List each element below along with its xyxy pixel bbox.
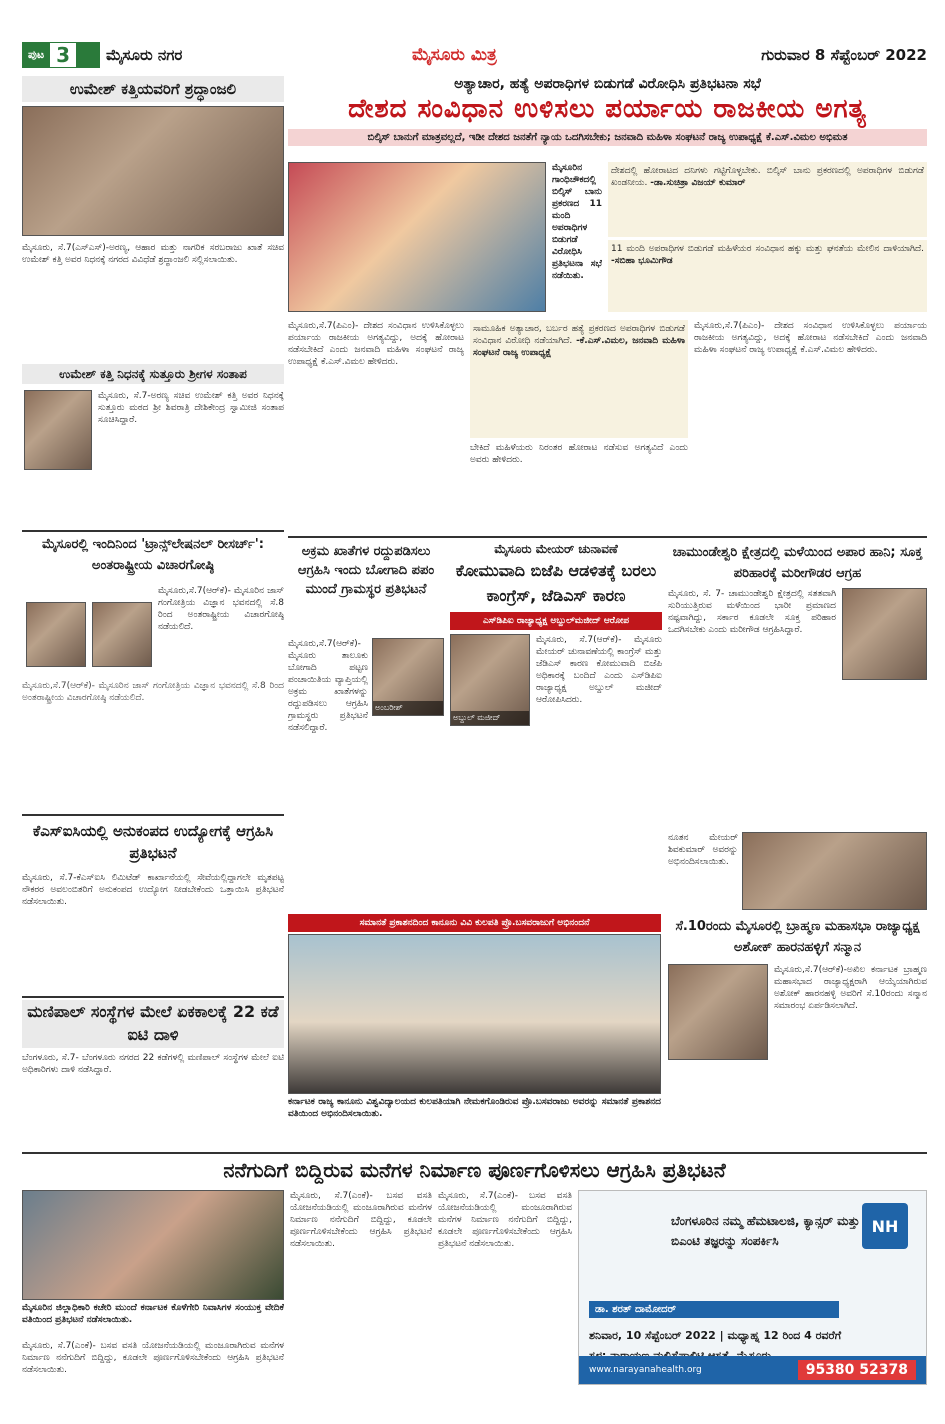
housing-body-2: ಮೈಸೂರು, ಸೆ.7(ಎಂಕೆ)- ಬಸವ ವಸತಿ ಯೋಜನೆಯಡಿಯಲ್ಲಿ ಮಂಜೂರಾಗಿರುವ ಮನೆಗಳ ನಿರ್ಮಾಣ ನನೆಗುದಿಗೆ ಬಿದ್ದಿದ್ದು, ಕೂಡಲೇ ಪೂರ್ಣಗೊಳಿಸಬೇಕೆಂದು ಆಗ್ರಹಿಸಿ ಪ್ರತಿಭಟನೆ ನಡೆಸಲಾಯಿತು. (290, 1191, 432, 1249)
page-number-badge (22, 42, 100, 68)
divider (288, 536, 927, 538)
lead-body-3: ಮೈಸೂರು,ಸೆ.7(ಪಿಎಂ)- ದೇಶದ ಸಂವಿಧಾನ ಉಳಿಸಿಕೊಳ್ಳಲು ಪರ್ಯಾಯ ರಾಜಕೀಯ ಅಗತ್ಯವಿದ್ದು, ಅದಕ್ಕೆ ಹೋರಾಟ ನಡೆಸಬೇಕಿದೆ ಎಂದು ಜನವಾದಿ ಮಹಿಳಾ ಸಂಘಟನೆ ರಾಜ್ಯ ಉಪಾಧ್ಯಕ್ಷೆ ಕೆ.ಎಸ್.ವಿಮಲ ಹೇಳಿದರು. (694, 321, 927, 355)
section-name: ಮೈಸೂರು ನಗರ (106, 46, 183, 64)
brahmin-body: ಮೈಸೂರು,ಸೆ.7(ಆರ್‌ಕೆ)-ಅಖಿಲ ಕರ್ನಾಟಕ ಬ್ರಾಹ್ಮಣ ಮಹಾಸಭಾದ ರಾಜ್ಯಾಧ್ಯಕ್ಷರಾಗಿ ಆಯ್ಕೆಯಾಗಿರುವ ಅಶೋಕ್ ಹಾರನಹಳ್ಳಿ ಅವರಿಗೆ ಸೆ.10ರಂದು ಸನ್ಮಾನ ಸಮಾರಂಭ ಏರ್ಪಡಿಸಲಾಗಿದೆ. (774, 965, 927, 1011)
quote-2-author: -ಸಬಿಹಾ ಭೂಮಿಗೌಡ (611, 256, 673, 266)
mayor-felicitation-photo (742, 832, 927, 910)
college-photo (372, 638, 444, 716)
college-photo-caption: ಅಂಬರೀಶ್ (373, 701, 443, 715)
lead-body-2: ಬೇಕಿದೆ ಮಹಿಳೆಯರು ನಿರಂತರ ಹೋರಾಟ ನಡೆಸುವ ಅಗತ್ಯವಿದೆ ಎಂದು ಅವರು ಹೇಳಿದರು. (470, 443, 688, 465)
ad-website-link[interactable]: www.narayanahealth.org (589, 1365, 702, 1375)
rain-photo-caption: ನೂತನ ಮೇಯರ್ ಶಿವಕುಮಾರ್ ಅವರನ್ನು ಅಭಿನಂದಿಸಲಾಯಿತು. (668, 833, 738, 867)
tribute-headline-bar (22, 76, 284, 102)
conference-body-2: ಮೈಸೂರು,ಸೆ.7(ಆರ್‌ಕೆ)- ಮೈಸೂರಿನ ಜಾಸ್ ಗಂಗೋತ್ರಿಯ ವಿಜ್ಞಾನ ಭವನದಲ್ಲಿ ಸೆ.8 ರಿಂದ ಅಂತರಾಷ್ಟ್ರೀಯ ವಿಚಾರಗೋಷ್ಠಿ ನಡೆಯಲಿದೆ. (22, 681, 284, 703)
honour-photo (288, 934, 661, 1094)
hospital-ad[interactable] (578, 1190, 927, 1385)
mayor-headline: ಕೋಮುವಾದಿ ಬಿಜೆಪಿ ಆಡಳಿತಕ್ಕೆ ಬರಲು ಕಾಂಗ್ರೆಸ್, ಜೆಡಿಎಸ್ ಕಾರಣ (455, 561, 657, 605)
mayor-strip: ಎಸ್‌ಡಿಪಿಐ ರಾಜ್ಯಾಧ್ಯಕ್ಷ ಅಬ್ದುಲ್‌ಮಜೀದ್ ಆರೋಪ (450, 612, 662, 630)
college-headline: ಅಕ್ರಮ ಖಾತೆಗಳ ರದ್ದುಪಡಿಸಲು ಆಗ್ರಹಿಸಿ ಇಂದು ಬೋಗಾದಿ ಪಪಂ ಮುಂದೆ ಗ್ರಾಮಸ್ಥರ ಪ್ರತಿಭಟನೆ (297, 544, 435, 597)
top-bar (22, 40, 927, 70)
divider (22, 530, 284, 532)
divider (22, 1152, 927, 1154)
lead-quote-1 (608, 162, 927, 237)
college-body: ಮೈಸೂರು,ಸೆ.7(ಆರ್‌ಕೆ)-ಮೈಸೂರು ತಾಲೂಕು ಬೋಗಾದಿ ಪಟ್ಟಣ ಪಂಚಾಯಿತಿಯ ವ್ಯಾಪ್ತಿಯಲ್ಲಿ ಅಕ್ರಮ ಖಾತೆಗಳನ್ನು ರದ್ದುಪಡಿಸಲು ಆಗ್ರಹಿಸಿ ಗ್ರಾಮಸ್ಥರು ಪ್ರತಿಭಟನೆ ನಡೆಸಲಿದ್ದಾರೆ. (288, 639, 368, 733)
divider (22, 814, 284, 816)
quote-1-author: -ಡಾ.ಸುಚಿತ್ರಾ ವಿಜಯ್ ಕುಮಾರ್ (650, 178, 746, 188)
lead-subhead: ಬಿಲ್ಕಿಸ್ ಬಾನುಗೆ ಮಾತ್ರವಲ್ಲದೆ, ಇಡೀ ದೇಶದ ಜನತೆಗೆ ನ್ಯಾಯ ಒದಗಿಸಬೇಕು; ಜನವಾದಿ ಮಹಿಳಾ ಸಂಘಟನೆ ರಾಜ್ಯ ಉಪಾಧ್ಯಕ್ಷೆ ಕೆ.ಎಸ್.ವಿಮಲ ಅಭಿಮತ (288, 129, 927, 146)
lead-headline: ದೇಶದ ಸಂವಿಧಾನ ಉಳಿಸಲು ಪರ್ಯಾಯ ರಾಜಕೀಯ ಅಗತ್ಯ (348, 94, 867, 124)
tribute-body: ಮೈಸೂರು, ಸೆ.7(ಎಸ್‌ಎಸ್‌)-ಅರಣ್ಯ, ಆಹಾರ ಮತ್ತು ನಾಗರಿಕ ಸರಬರಾಜು ಖಾತೆ ಸಚಿವ ಉಮೇಶ್ ಕತ್ತಿ ಅವರ ನಿಧನಕ್ಕೆ ನಗರದ ವಿವಿಧೆಡೆ ಶ್ರದ್ಧಾಂಜಲಿ ಸಲ್ಲಿಸಲಾಯಿತು. (22, 243, 284, 265)
masthead (292, 40, 927, 70)
obit-headline: ಉಮೇಶ್ ಕತ್ತಿ ನಿಧನಕ್ಕೆ ಸುತ್ತೂರು ಶ್ರೀಗಳ ಸಂತಾಪ (22, 364, 284, 384)
quote-3-text: ಸಾಮೂಹಿಕ ಅತ್ಯಾಚಾರ, ಬರ್ಬರ ಹತ್ಯೆ ಪ್ರಕರಣದ ಅಪರಾಧಿಗಳ ಬಿಡುಗಡೆ ಸಂವಿಧಾನ ವಿರೋಧಿ ನಡೆಯಾಗಿದೆ. (473, 324, 685, 346)
lead-quote-3 (470, 320, 688, 438)
it-raid-headline: ಮಣಿಪಾಲ್ ಸಂಸ್ಥೆಗಳ ಮೇಲೆ ಏಕಕಾಲಕ್ಕೆ 22 ಕಡೆ ಐಟಿ ದಾಳಿ (22, 1000, 284, 1048)
mayor-photo (450, 634, 530, 726)
ad-phone-number[interactable]: 95380 52378 (798, 1360, 916, 1380)
ad-schedule: ಶನಿವಾರ, 10 ಸೆಪ್ಟೆಂಬರ್ 2022 | ಮಧ್ಯಾಹ್ನ 12 ರಿಂದ 4 ರವರೆಗೆ (589, 1329, 842, 1342)
rain-photo (842, 588, 927, 680)
housing-photo (22, 1190, 284, 1300)
mayor-kicker: ಮೈಸೂರು ಮೇಯರ್ ಚುನಾವಣೆ (494, 542, 618, 556)
speaker-photo-1 (26, 602, 86, 667)
housing-body-1: ಮೈಸೂರು, ಸೆ.7(ಎಂಕೆ)- ಬಸವ ವಸತಿ ಯೋಜನೆಯಡಿಯಲ್ಲಿ ಮಂಜೂರಾಗಿರುವ ಮನೆಗಳ ನಿರ್ಮಾಣ ನನೆಗುದಿಗೆ ಬಿದ್ದಿದ್ದು, ಕೂಡಲೇ ಪೂರ್ಣಗೊಳಿಸಬೇಕೆಂದು ಆಗ್ರಹಿಸಿ ಪ್ರತಿಭಟನೆ ನಡೆಸಲಾಯಿತು. (22, 1341, 284, 1375)
obit-body: ಮೈಸೂರು, ಸೆ.7-ಅರಣ್ಯ ಸಚಿವ ಉಮೇಶ್ ಕತ್ತಿ ಅವರ ನಿಧನಕ್ಕೆ ಸುತ್ತೂರು ಮಠದ ಶ್ರೀ ಶಿವರಾತ್ರಿ ದೇಶಿಕೇಂದ್ರ ಸ್ವಾಮೀಜಿ ಸಂತಾಪ ಸೂಚಿಸಿದ್ದಾರೆ. (98, 391, 284, 425)
rain-headline: ಚಾಮುಂಡೇಶ್ವರಿ ಕ್ಷೇತ್ರದಲ್ಲಿ ಮಳೆಯಿಂದ ಅಪಾರ ಹಾನಿ; ಸೂಕ್ತ ಪರಿಹಾರಕ್ಕೆ ಮರೀಗೌಡರ ಆಗ್ರಹ (672, 545, 923, 581)
speaker-photo-2 (92, 602, 152, 667)
tribute-photo (22, 106, 284, 236)
brahmin-photo (668, 964, 768, 1060)
page-label: ಪುಟ (28, 48, 45, 61)
newspaper-page (22, 40, 927, 1385)
kss-headline: ಕೆಎಸ್‌ಐಸಿಯಲ್ಲಿ ಅನುಕಂಪದ ಉದ್ಯೋಗಕ್ಕೆ ಆಗ್ರಹಿಸಿ ಪ್ರತಿಭಟನೆ (32, 822, 274, 862)
lead-photo (288, 162, 546, 312)
it-raid-body: ಬೆಂಗಳೂರು, ಸೆ.7- ಬೆಂಗಳೂರು ನಗರದ 22 ಕಡೆಗಳಲ್ಲಿ ಮಣಿಪಾಲ್ ಸಂಸ್ಥೆಗಳ ಮೇಲೆ ಐಟಿ ಅಧಿಕಾರಿಗಳು ದಾಳಿ ನಡೆಸಿದ್ದಾರೆ. (22, 1053, 284, 1075)
tribute-headline: ಉಮೇಶ್ ಕತ್ತಿಯವರಿಗೆ ಶ್ರದ್ಧಾಂಜಲಿ (69, 80, 237, 98)
obit-photo (24, 390, 92, 470)
ad-doctor-name: ಡಾ. ಶರತ್ ದಾಮೋದರ್ (589, 1301, 839, 1318)
hospital-logo: NH (862, 1203, 908, 1249)
quote-1-text: ದೇಶದಲ್ಲಿ ಹೋರಾಟದ ದನಿಗಳು ಗಟ್ಟಿಗೊಳ್ಳಬೇಕು. ಬಿಲ್ಕಿಸ್ ಬಾನು ಪ್ರಕರಣದಲ್ಲಿ ಅಪರಾಧಿಗಳ ಬಿಡುಗಡೆ ಖಂಡನೀಯ. (611, 166, 924, 188)
lead-photo-caption: ಮೈಸೂರಿನ ಗಾಂಧಿಚೌಕದಲ್ಲಿ ಬಿಲ್ಕಿಸ್ ಬಾನು ಪ್ರಕರಣದ 11 ಮಂದಿ ಅಪರಾಧಿಗಳ ಬಿಡುಗಡೆ ವಿರೋಧಿಸಿ ಪ್ರತಿಭಟನಾ ಸಭೆ ನಡೆಯಿತು. (552, 163, 602, 281)
quote-2-text: 11 ಮಂದಿ ಅಪರಾಧಿಗಳ ಬಿಡುಗಡೆ ಮಹಿಳೆಯರ ಸಂವಿಧಾನ ಹಕ್ಕು ಮತ್ತು ಘನತೆಯ ಮೇಲಿನ ದಾಳಿಯಾಗಿದೆ. (611, 244, 924, 254)
lead-kicker: ಅತ್ಯಾಚಾರ, ಹತ್ಯೆ ಅಪರಾಧಿಗಳ ಬಿಡುಗಡೆ ವಿರೋಧಿಸಿ ಪ್ರತಿಭಟನಾ ಸಭೆ (454, 76, 761, 92)
paper-name: ಮೈಸೂರು ಮಿತ್ರ (412, 45, 497, 65)
lead-story-header (288, 76, 927, 146)
brahmin-headline: ಸೆ.10ರಂದು ಮೈಸೂರಲ್ಲಿ ಬ್ರಾಹ್ಮಣ ಮಹಾಸಭಾ ರಾಜ್ಯಾಧ್ಯಕ್ಷ ಅಶೋಕ್ ಹಾರನಹಳ್ಳಿಗೆ ಸನ್ಮಾನ (675, 919, 920, 955)
kss-body: ಮೈಸೂರು, ಸೆ.7-ಕೆಎಸ್‌ಐಸಿ ಲಿಮಿಟೆಡ್ ಕಾರ್ಖಾನೆಯಲ್ಲಿ ಸೇವೆಯಲ್ಲಿದ್ದಾಗಲೇ ಮೃತಪಟ್ಟ ನೌಕರರ ಅವಲಂಬಿತರಿಗೆ ಅನುಕಂಪದ ಉದ್ಯೋಗ ನೀಡಬೇಕೆಂದು ಒತ್ತಾಯಿಸಿ ಪ್ರತಿಭಟನೆ ನಡೆಸಲಾಯಿತು. (22, 873, 284, 907)
honour-strip: ಸಮಾನತೆ ಪ್ರಕಾಶನದಿಂದ ಕಾನೂನು ವಿವಿ ಕುಲಪತಿ ಪ್ರೊ.ಬಸವರಾಜುಗೆ ಅಭಿನಂದನೆ (288, 914, 661, 932)
conference-body-1: ಮೈಸೂರು,ಸೆ.7(ಆರ್‌ಕೆ)- ಮೈಸೂರಿನ ಜಾಸ್ ಗಂಗೋತ್ರಿಯ ವಿಜ್ಞಾನ ಭವನದಲ್ಲಿ ಸೆ.8 ರಿಂದ ಅಂತರಾಷ್ಟ್ರೀಯ ವಿಚಾರಗೋಷ್ಠಿ ನಡೆಯಲಿದೆ. (158, 586, 284, 632)
page-number: 3 (50, 43, 76, 67)
mayor-body: ಮೈಸೂರು, ಸೆ.7(ಆರ್‌ಕೆ)- ಮೈಸೂರು ಮೇಯರ್ ಚುನಾವಣೆಯಲ್ಲಿ ಕಾಂಗ್ರೆಸ್ ಮತ್ತು ಜೆಡಿಎಸ್ ಕಾರಣ ಕೋಮುವಾದಿ ಬಿಜೆಪಿ ಅಧಿಕಾರಕ್ಕೆ ಬಂದಿದೆ ಎಂದು ಎಸ್‌ಡಿಪಿಐ ರಾಜ್ಯಾಧ್ಯಕ್ಷ ಅಬ್ದುಲ್ ಮಜೀದ್ ಆರೋಪಿಸಿದರು. (536, 635, 662, 705)
mayor-photo-caption: ಅಬ್ದುಲ್ ಮಜೀದ್ (451, 711, 529, 725)
lead-body-1: ಮೈಸೂರು,ಸೆ.7(ಪಿಎಂ)- ದೇಶದ ಸಂವಿಧಾನ ಉಳಿಸಿಕೊಳ್ಳಲು ಪರ್ಯಾಯ ರಾಜಕೀಯ ಅಗತ್ಯವಿದ್ದು, ಅದಕ್ಕೆ ಹೋರಾಟ ನಡೆಸಬೇಕಿದೆ ಎಂದು ಜನವಾದಿ ಮಹಿಳಾ ಸಂಘಟನೆ ರಾಜ್ಯ ಉಪಾಧ್ಯಕ್ಷೆ ಕೆ.ಎಸ್.ವಿಮಲ ಹೇಳಿದರು. (288, 321, 464, 367)
ad-footer (579, 1356, 926, 1384)
housing-photo-caption: ಮೈಸೂರಿನ ಜಿಲ್ಲಾಧಿಕಾರಿ ಕಚೇರಿ ಮುಂದೆ ಕರ್ನಾಟಕ ಕೊಳೆಗೇರಿ ನಿವಾಸಿಗಳ ಸಂಯುಕ್ತ ವೇದಿಕೆ ವತಿಯಿಂದ ಪ್ರತಿಭಟನೆ ನಡೆಸಲಾಯಿತು. (22, 1303, 284, 1325)
conference-headline: ಮೈಸೂರಲ್ಲಿ ಇಂದಿನಿಂದ 'ಟ್ರಾನ್ಸ್‌ಲೇಷನಲ್ ರೀಸರ್ಚ್': ಅಂತರಾಷ್ಟ್ರೀಯ ವಿಚಾರಗೋಷ್ಠಿ (42, 537, 264, 573)
housing-body-3: ಮೈಸೂರು, ಸೆ.7(ಎಂಕೆ)- ಬಸವ ವಸತಿ ಯೋಜನೆಯಡಿಯಲ್ಲಿ ಮಂಜೂರಾಗಿರುವ ಮನೆಗಳ ನಿರ್ಮಾಣ ನನೆಗುದಿಗೆ ಬಿದ್ದಿದ್ದು, ಕೂಡಲೇ ಪೂರ್ಣಗೊಳಿಸಬೇಕೆಂದು ಆಗ್ರಹಿಸಿ ಪ್ರತಿಭಟನೆ ನಡೆಸಲಾಯಿತು. (438, 1191, 572, 1249)
honour-caption: ಕರ್ನಾಟಕ ರಾಜ್ಯ ಕಾನೂನು ವಿಶ್ವವಿದ್ಯಾಲಯದ ಕುಲಪತಿಯಾಗಿ ನೇಮಕಗೊಂಡಿರುವ ಪ್ರೊ.ಬಸವರಾಜು ಅವರನ್ನು ಸಮಾನತೆ ಪ್ರಕಾಶನದ ವತಿಯಿಂದ ಅಭಿನಂದಿಸಲಾಯಿತು. (288, 1097, 661, 1119)
divider (22, 996, 284, 998)
ad-title: ಬೆಂಗಳೂರಿನ ನಮ್ಮ ಹೆಮಟಾಲಜಿ, ಕ್ಯಾನ್ಸರ್ ಮತ್ತು ಬಿಎಂಟಿ ತಜ್ಞರನ್ನು ಸಂಪರ್ಕಿಸಿ (671, 1214, 860, 1248)
rain-body: ಮೈಸೂರು, ಸೆ. 7- ಚಾಮುಂಡೇಶ್ವರಿ ಕ್ಷೇತ್ರದಲ್ಲಿ ಸತತವಾಗಿ ಸುರಿಯುತ್ತಿರುವ ಮಳೆಯಿಂದ ಭಾರೀ ಪ್ರಮಾಣದ ನಷ್ಟವಾಗಿದ್ದು, ಸರ್ಕಾರ ಕೂಡಲೇ ಸೂಕ್ತ ಪರಿಹಾರ ಒದಗಿಸಬೇಕು ಎಂದು ಮರೀಗೌಡ ಆಗ್ರಹಿಸಿದ್ದಾರೆ. (668, 589, 836, 635)
housing-headline: ನನೆಗುದಿಗೆ ಬಿದ್ದಿರುವ ಮನೆಗಳ ನಿರ್ಮಾಣ ಪೂರ್ಣಗೊಳಿಸಲು ಆಗ್ರಹಿಸಿ ಪ್ರತಿಭಟನೆ (223, 1158, 726, 1182)
quote-3-author: -ಕೆ.ಎಸ್.ವಿಮಲ, ಜನವಾದಿ ಮಹಿಳಾ ಸಂಘಟನೆ ರಾಜ್ಯ ಉಪಾಧ್ಯಕ್ಷೆ (473, 336, 685, 358)
issue-date: ಗುರುವಾರ 8 ಸೆಪ್ಟೆಂಬರ್ 2022 (761, 46, 927, 64)
lead-quote-2 (608, 240, 927, 312)
